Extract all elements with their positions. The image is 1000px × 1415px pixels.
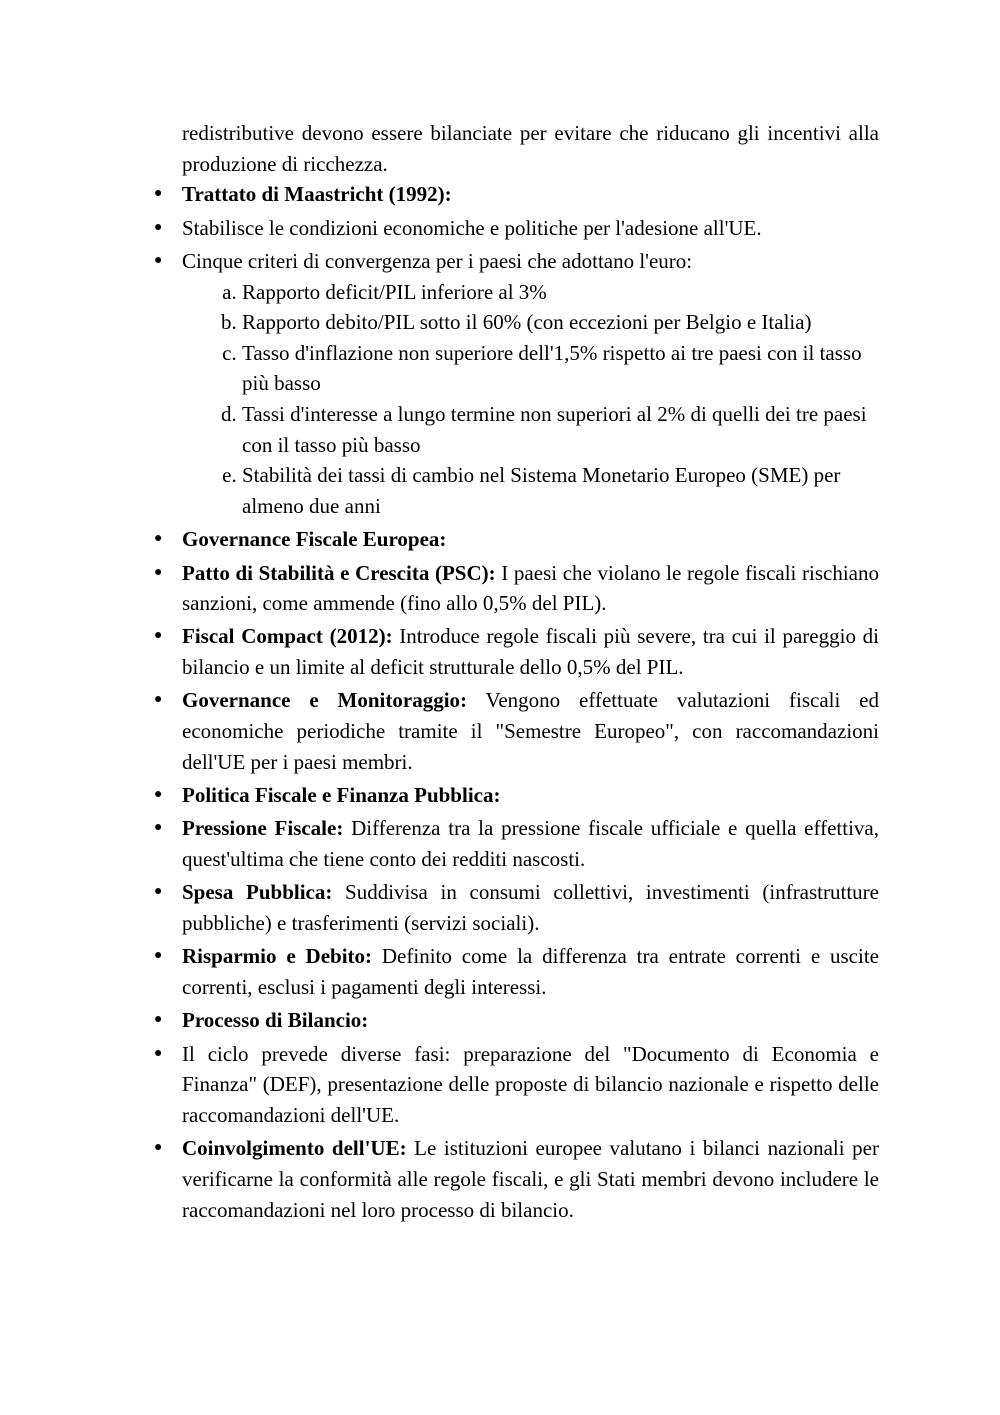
bullet-icon	[154, 621, 162, 652]
item-heading: Governance e Monitoraggio:	[182, 688, 468, 713]
document-body	[182, 118, 879, 1228]
bullet-icon	[154, 877, 162, 908]
item-text: Cinque criteri di convergenza per i paesi che adottano l'euro:	[182, 248, 693, 273]
item-text: Introduce regole fiscali più severe, tra cui il pareggio di bilancio e un limite al deficit strutturale dello 0,5% del PIL.	[182, 624, 879, 680]
bullet-icon	[154, 558, 162, 589]
bullet-icon	[154, 179, 162, 210]
item-heading: Politica Fiscale e Finanza Pubblica:	[182, 783, 501, 808]
bullet-item-monitoraggio	[182, 685, 879, 777]
bullet-item-pressione-fiscale	[182, 813, 879, 874]
item-text: Il ciclo prevede diverse fasi: preparazione del "Documento di Economia e Finanza" (DEF), presentazione delle proposte di bilancio nazionale e rispetto delle raccomandazioni dell'UE.	[182, 1041, 879, 1127]
item-text: Suddivisa in consumi collettivi, investimenti (infrastrutture pubbliche) e trasferimenti (servizi sociali).	[182, 880, 879, 936]
bullet-icon	[154, 1039, 162, 1070]
criteria-item: d. Tassi d'interesse a lungo termine non superiori al 2% di quelli dei tre paesi con il tasso più basso	[242, 399, 879, 460]
bullet-icon	[154, 941, 162, 972]
item-heading: Patto di Stabilità e Crescita (PSC):	[182, 560, 496, 585]
item-text: I paesi che violano le regole fiscali rischiano sanzioni, come ammende (fino allo 0,5% del PIL).	[182, 560, 879, 616]
item-text: Stabilisce le condizioni economiche e politiche per l'adesione all'UE.	[182, 215, 762, 240]
item-heading: Governance Fiscale Europea:	[182, 527, 447, 552]
item-heading: Risparmio e Debito:	[182, 944, 373, 969]
bullet-item-coinvolgimento-ue	[182, 1133, 879, 1225]
bullet-icon	[154, 1005, 162, 1036]
criteria-item: a. Rapporto deficit/PIL inferiore al 3%	[242, 277, 879, 308]
item-text: Vengono effettuate valutazioni fiscali ed economiche periodiche tramite il "Semestre Europeo", con raccomandazioni dell'UE per i paesi membri.	[182, 688, 879, 774]
bullet-item-governance-fiscale	[182, 524, 879, 555]
bullet-item-processo-bilancio	[182, 1005, 879, 1036]
item-heading: Spesa Pubblica:	[182, 880, 333, 905]
intro-paragraph: redistributive devono essere bilanciate per evitare che riducano gli incentivi alla produzione di ricchezza.	[182, 121, 879, 176]
bullet-icon	[154, 813, 162, 844]
item-text: Le istituzioni europee valutano i bilanci nazionali per verificarne la conformità alle regole fiscali, e gli Stati membri devono includere le raccomandazioni nel loro processo di bilancio.	[182, 1136, 879, 1222]
item-heading: Processo di Bilancio:	[182, 1008, 369, 1033]
bullet-icon	[154, 213, 162, 244]
bullet-item-adesione	[182, 213, 879, 244]
item-heading: Trattato di Maastricht (1992):	[182, 182, 452, 207]
bullet-item-spesa-pubblica	[182, 877, 879, 938]
item-text: Definito come la differenza tra entrate correnti e uscite correnti, esclusi i pagamenti degli interessi.	[182, 944, 879, 999]
criteria-list	[182, 277, 879, 522]
item-heading: Fiscal Compact (2012):	[182, 624, 393, 649]
criteria-item: c. Tasso d'inflazione non superiore dell'1,5% rispetto ai tre paesi con il tasso più basso	[242, 338, 879, 399]
criteria-item: b. Rapporto debito/PIL sotto il 60% (con eccezioni per Belgio e Italia)	[242, 307, 879, 338]
bullet-item-politica-fiscale	[182, 780, 879, 811]
bullet-item-criteri	[182, 246, 879, 521]
bullet-icon	[154, 246, 162, 277]
bullet-icon	[154, 524, 162, 555]
bullet-icon	[154, 685, 162, 716]
bullet-icon	[154, 780, 162, 811]
criteria-item: e. Stabilità dei tassi di cambio nel Sistema Monetario Europeo (SME) per almeno due anni	[242, 460, 879, 521]
bullet-item-ciclo	[182, 1039, 879, 1131]
bullet-icon	[154, 1133, 162, 1164]
item-text: Differenza tra la pressione fiscale ufficiale e quella effettiva, quest'ultima che tiene conto dei redditi nascosti.	[182, 816, 880, 872]
bullet-item-risparmio	[182, 941, 879, 1002]
item-heading: Coinvolgimento dell'UE:	[182, 1136, 407, 1161]
item-heading: Pressione Fiscale:	[182, 816, 344, 841]
bullet-item-maastricht	[182, 179, 879, 210]
bullet-item-psc	[182, 558, 879, 619]
bullet-item-fiscal-compact	[182, 621, 879, 682]
